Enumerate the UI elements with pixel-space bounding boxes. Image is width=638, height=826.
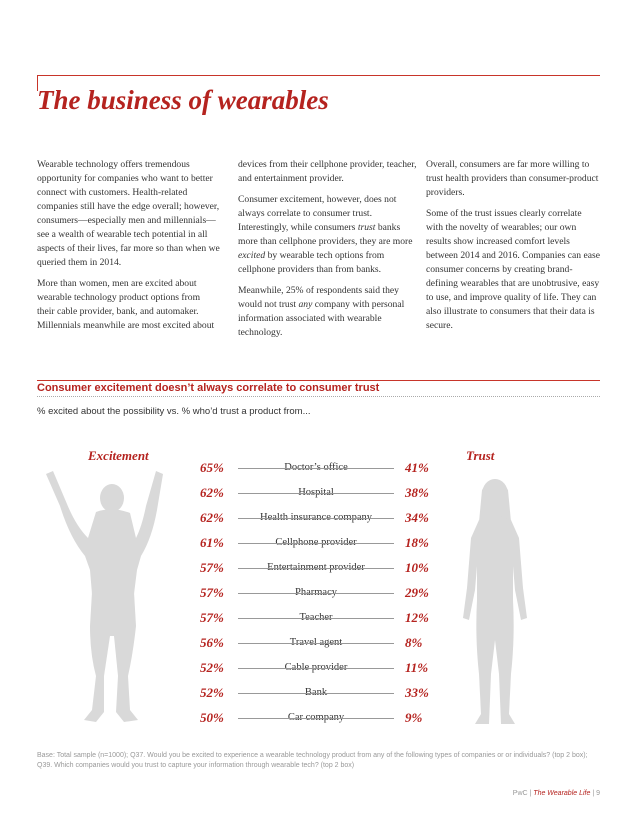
table-row (196, 533, 436, 553)
emphasis: trust (357, 222, 376, 233)
trust-value: 29% (405, 585, 429, 600)
trust-value: 41% (405, 460, 429, 475)
trust-value: 9% (405, 710, 423, 725)
excitement-value: 57% (200, 610, 224, 625)
leader-line (244, 593, 394, 594)
woman-silhouette-icon (455, 468, 535, 730)
text-column-3 (426, 158, 600, 340)
trust-value: 8% (405, 635, 423, 650)
text-column-1 (37, 158, 220, 340)
paragraph (238, 193, 421, 277)
trust-value: 12% (405, 610, 429, 625)
leader-line (244, 618, 394, 619)
text-run: banks more than cellphone providers, they are more (238, 222, 413, 247)
excitement-value: 52% (200, 660, 224, 675)
excitement-value: 50% (200, 710, 224, 725)
excitement-value: 62% (200, 510, 224, 525)
leader-line (244, 643, 394, 644)
chart-subtitle: % excited about the possibility vs. % who’d trust a product from... (37, 406, 311, 417)
excitement-value: 65% (200, 460, 224, 475)
page-footer: PwC | The Wearable Life | 9 (512, 790, 600, 797)
table-row (196, 458, 436, 478)
header-rule (37, 75, 600, 76)
excitement-value: 57% (200, 585, 224, 600)
trust-value: 33% (405, 685, 429, 700)
chart-title: Consumer excitement doesn’t always correlate to consumer trust (37, 382, 380, 394)
emphasis: excited (238, 250, 266, 261)
excitement-value: 62% (200, 485, 224, 500)
table-row (196, 583, 436, 603)
footer-brand: PwC (512, 790, 528, 797)
trust-value: 18% (405, 535, 429, 550)
text-column-2 (238, 158, 421, 347)
table-row (196, 558, 436, 578)
table-row (196, 508, 436, 528)
footer-page-number: 9 (596, 790, 600, 797)
base-note: Base: Total sample (n=1000); Q37. Would you be excited to experience a wearable technology product from any of the following types of companies or or individuals? (top 2 box); Q39. Which companies would you trust to capture your information through wearable tech? (top 2 box) (37, 752, 588, 769)
paragraph (238, 284, 421, 340)
paragraph: Overall, consumers are far more willing to trust health providers than consumer-product providers. (426, 159, 599, 198)
page-title: The business of wearables (37, 85, 329, 115)
table-row (196, 483, 436, 503)
footer-publication: The Wearable Life (533, 790, 591, 797)
paragraph: Some of the trust issues clearly correlate with the novelty of wearables; our own results show increased comfort levels between 2014 and 2016. Companies can ease consumer concerns by creating brand-defining wearables that are unobtrusive, easy to use, and improve quality of life. They can also illustrate to consumers that their data is secure. (426, 208, 600, 331)
excitement-value: 56% (200, 635, 224, 650)
trust-legend: Trust (466, 448, 495, 463)
table-row (196, 608, 436, 628)
leader-line (244, 493, 394, 494)
paragraph: devices from their cellphone provider, teacher, and entertainment provider. (238, 159, 417, 184)
excitement-value: 61% (200, 535, 224, 550)
leader-line (244, 693, 394, 694)
text-run: by wearable tech options from cellphone providers than from banks. (238, 250, 385, 275)
leader-line (244, 543, 394, 544)
table-row (196, 708, 436, 728)
emphasis: any (298, 299, 313, 310)
excitement-value: 57% (200, 560, 224, 575)
leader-line (244, 668, 394, 669)
table-row (196, 658, 436, 678)
paragraph: Wearable technology offers tremendous opportunity for companies who want to better connect with customers. Health-related companies still have the edge overall; however, consumers—especially men and millennials—see a wealth of wearable tech potential in all aspects of their lives, far more so than when we queried them in 2014. (37, 159, 220, 268)
leader-line (244, 468, 394, 469)
man-silhouette-icon (38, 466, 173, 728)
leader-line (244, 718, 394, 719)
table-row (196, 683, 436, 703)
chart-rule (37, 380, 600, 381)
text-run: Consumer excitement, however, does not always correlate to consumer trust. Interestingly, while consumers (238, 194, 397, 233)
text-run: company with personal information associated with wearable technology. (238, 299, 405, 338)
trust-value: 38% (405, 485, 429, 500)
trust-value: 34% (405, 510, 429, 525)
text-run: Meanwhile, 25% of respondents said they would not trust (238, 285, 399, 310)
leader-line (244, 568, 394, 569)
trust-value: 11% (405, 660, 429, 675)
excitement-value: 52% (200, 685, 224, 700)
paragraph: More than women, men are excited about wearable technology product options from their cable provider, bank, and automaker. Millennials meanwhile are most excited about (37, 278, 215, 331)
chart-dotted-rule (37, 396, 600, 397)
table-row (196, 633, 436, 653)
excitement-legend: Excitement (88, 448, 149, 463)
trust-value: 10% (405, 560, 429, 575)
leader-line (244, 518, 394, 519)
